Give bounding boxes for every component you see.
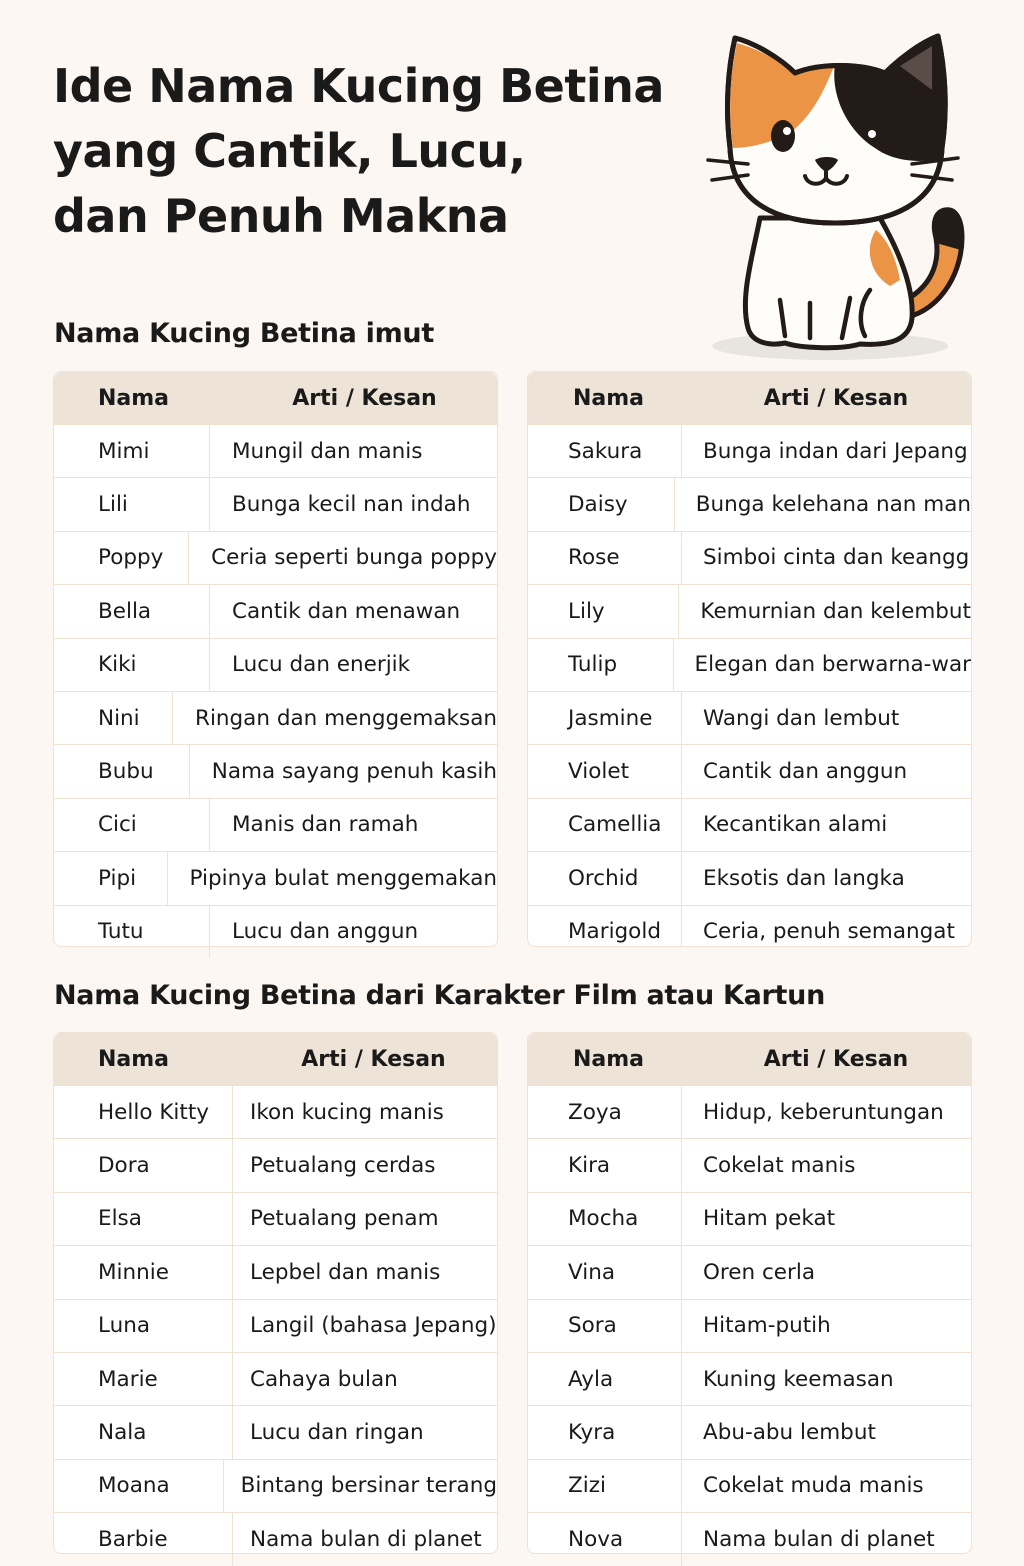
title-line-2: yang Cantik, Lucu,	[53, 124, 526, 178]
table-row	[528, 744, 971, 797]
table-row	[528, 905, 971, 947]
table-row	[54, 851, 497, 904]
table-row	[528, 1192, 971, 1245]
table-row	[528, 584, 971, 637]
table-row	[54, 477, 497, 530]
meaning-cell: Bunga kelehana nan man	[695, 492, 971, 518]
calico-cat-icon	[700, 18, 980, 368]
names-table-cute-2	[527, 371, 972, 947]
name-cell: Luna	[54, 1300, 233, 1352]
name-cell: Sora	[528, 1300, 682, 1352]
meaning-cell: Kemurnian dan kelembut	[700, 598, 971, 624]
table-row	[528, 798, 971, 851]
table-row	[528, 1085, 971, 1138]
name-cell: Zoya	[528, 1086, 682, 1138]
name-cell: Rose	[528, 532, 682, 584]
table-row	[54, 638, 497, 691]
meaning-cell: Nama bulan di planet	[250, 1526, 482, 1552]
name-cell: Marie	[54, 1353, 233, 1405]
meaning-cell: Elegan dan berwarna-war	[694, 652, 971, 678]
meaning-cell: Petualang penam	[250, 1206, 439, 1232]
name-cell: Marigold	[528, 906, 682, 947]
names-table-cute-1	[53, 371, 498, 947]
names-table-film-2	[527, 1032, 972, 1554]
names-table-film-1	[53, 1032, 498, 1554]
meaning-cell: Langil (bahasa Jepang)	[250, 1313, 497, 1339]
name-cell: Jasmine	[528, 692, 682, 744]
table-row	[528, 1138, 971, 1191]
meaning-cell: Lepbel dan manis	[250, 1259, 441, 1285]
column-header-meaning: Arti / Kesan	[763, 1046, 909, 1072]
table-row	[528, 1299, 971, 1352]
meaning-cell: Hidup, keberuntungan	[703, 1099, 944, 1125]
meaning-cell: Simboi cinta dan keangg	[703, 545, 970, 571]
table-row	[528, 851, 971, 904]
name-cell: Lili	[54, 478, 210, 530]
column-header-name: Nama	[573, 385, 645, 411]
name-cell: Tulip	[528, 639, 674, 691]
table-row	[54, 1085, 497, 1138]
meaning-cell: Manis dan ramah	[232, 812, 419, 838]
name-cell: Kira	[528, 1139, 682, 1191]
name-cell: Daisy	[528, 478, 675, 530]
meaning-cell: Ikon kucing manis	[250, 1099, 444, 1125]
table-row	[54, 744, 497, 797]
meaning-cell: Bunga indan dari Jepang	[703, 438, 968, 464]
table-row	[54, 1192, 497, 1245]
meaning-cell: Oren cerla	[703, 1259, 816, 1285]
meaning-cell: Ringan dan menggemaksan	[195, 705, 497, 731]
meaning-cell: Lucu dan ringan	[250, 1420, 424, 1446]
table-row	[528, 1245, 971, 1298]
table-row	[528, 477, 971, 530]
name-cell: Hello Kitty	[54, 1086, 233, 1138]
column-header-name: Nama	[98, 1046, 170, 1072]
table-row	[528, 1405, 971, 1458]
meaning-cell: Lucu dan anggun	[232, 919, 419, 945]
name-cell: Mimi	[54, 425, 210, 477]
name-cell: Mocha	[528, 1193, 682, 1245]
name-cell: Poppy	[54, 532, 189, 584]
name-cell: Violet	[528, 745, 682, 797]
table-row	[528, 1512, 971, 1565]
table-row	[54, 798, 497, 851]
table-row	[54, 1138, 497, 1191]
name-cell: Zizi	[528, 1460, 682, 1512]
meaning-cell: Petualang cerdas	[250, 1153, 436, 1179]
meaning-cell: Hitam-putih	[703, 1313, 831, 1339]
meaning-cell: Cokelat muda manis	[703, 1473, 924, 1499]
section-heading-film-cartoon: Nama Kucing Betina dari Karakter Film atau Kartun	[54, 980, 825, 1011]
name-cell: Sakura	[528, 425, 682, 477]
meaning-cell: Bunga kecil nan indah	[232, 492, 471, 518]
table-row	[54, 1245, 497, 1298]
table-row	[528, 638, 971, 691]
name-cell: Moana	[54, 1460, 224, 1512]
meaning-cell: Cantik dan menawan	[232, 598, 461, 624]
column-header-meaning: Arti / Kesan	[763, 385, 909, 411]
name-cell: Pipi	[54, 852, 168, 904]
title-line-1: Ide Nama Kucing Betina	[53, 59, 664, 113]
name-cell: Barbie	[54, 1513, 233, 1565]
table-row	[528, 1352, 971, 1405]
name-cell: Ayla	[528, 1353, 682, 1405]
meaning-cell: Kecantikan alami	[703, 812, 888, 838]
meaning-cell: Hitam pekat	[703, 1206, 836, 1232]
meaning-cell: Pipinya bulat menggemakan	[189, 865, 497, 891]
name-cell: Nala	[54, 1406, 233, 1458]
table-header	[54, 372, 497, 424]
name-cell: Lily	[528, 585, 679, 637]
table-row	[54, 424, 497, 477]
name-cell: Tutu	[54, 906, 210, 958]
name-cell: Bella	[54, 585, 210, 637]
meaning-cell: Kuning keemasan	[703, 1366, 894, 1392]
name-cell: Bubu	[54, 745, 190, 797]
meaning-cell: Eksotis dan langka	[703, 865, 905, 891]
table-header	[528, 372, 971, 424]
meaning-cell: Wangi dan lembut	[703, 705, 900, 731]
name-cell: Vina	[528, 1246, 682, 1298]
meaning-cell: Cantik dan anggun	[703, 759, 908, 785]
table-row	[54, 691, 497, 744]
name-cell: Elsa	[54, 1193, 233, 1245]
table-header	[54, 1033, 497, 1085]
name-cell: Nini	[54, 692, 173, 744]
meaning-cell: Cahaya bulan	[250, 1366, 398, 1392]
table-row	[54, 1299, 497, 1352]
meaning-cell: Bintang bersinar terang	[240, 1473, 497, 1499]
table-row	[54, 1352, 497, 1405]
section-heading-imut: Nama Kucing Betina imut	[54, 318, 434, 349]
name-cell: Kiki	[54, 639, 210, 691]
meaning-cell: Ceria, penuh semangat	[703, 919, 955, 945]
meaning-cell: Ceria seperti bunga poppy	[211, 545, 497, 571]
table-row	[54, 531, 497, 584]
page-title	[53, 54, 664, 249]
table-row	[54, 1512, 497, 1565]
meaning-cell: Nama sayang penuh kasih	[211, 759, 497, 785]
name-cell: Orchid	[528, 852, 682, 904]
column-header-name: Nama	[573, 1046, 645, 1072]
column-header-meaning: Arti / Kesan	[292, 385, 437, 411]
name-cell: Kyra	[528, 1406, 682, 1458]
meaning-cell: Abu-abu lembut	[703, 1420, 876, 1446]
table-row	[54, 905, 497, 958]
column-header-meaning: Arti / Kesan	[301, 1046, 446, 1072]
meaning-cell: Nama bulan di planet	[703, 1526, 935, 1552]
meaning-cell: Cokelat manis	[703, 1153, 856, 1179]
table-row	[54, 584, 497, 637]
table-header	[528, 1033, 971, 1085]
name-cell: Nova	[528, 1513, 682, 1565]
title-line-3: dan Penuh Makna	[53, 189, 509, 243]
table-row	[54, 1459, 497, 1512]
table-row	[528, 1459, 971, 1512]
name-cell: Camellia	[528, 799, 682, 851]
column-header-name: Nama	[98, 385, 170, 411]
table-row	[528, 424, 971, 477]
name-cell: Dora	[54, 1139, 233, 1191]
table-row	[528, 691, 971, 744]
name-cell: Cici	[54, 799, 210, 851]
meaning-cell: Lucu dan enerjik	[232, 652, 411, 678]
name-cell: Minnie	[54, 1246, 233, 1298]
table-row	[528, 531, 971, 584]
meaning-cell: Mungil dan manis	[232, 438, 423, 464]
table-row	[54, 1405, 497, 1458]
